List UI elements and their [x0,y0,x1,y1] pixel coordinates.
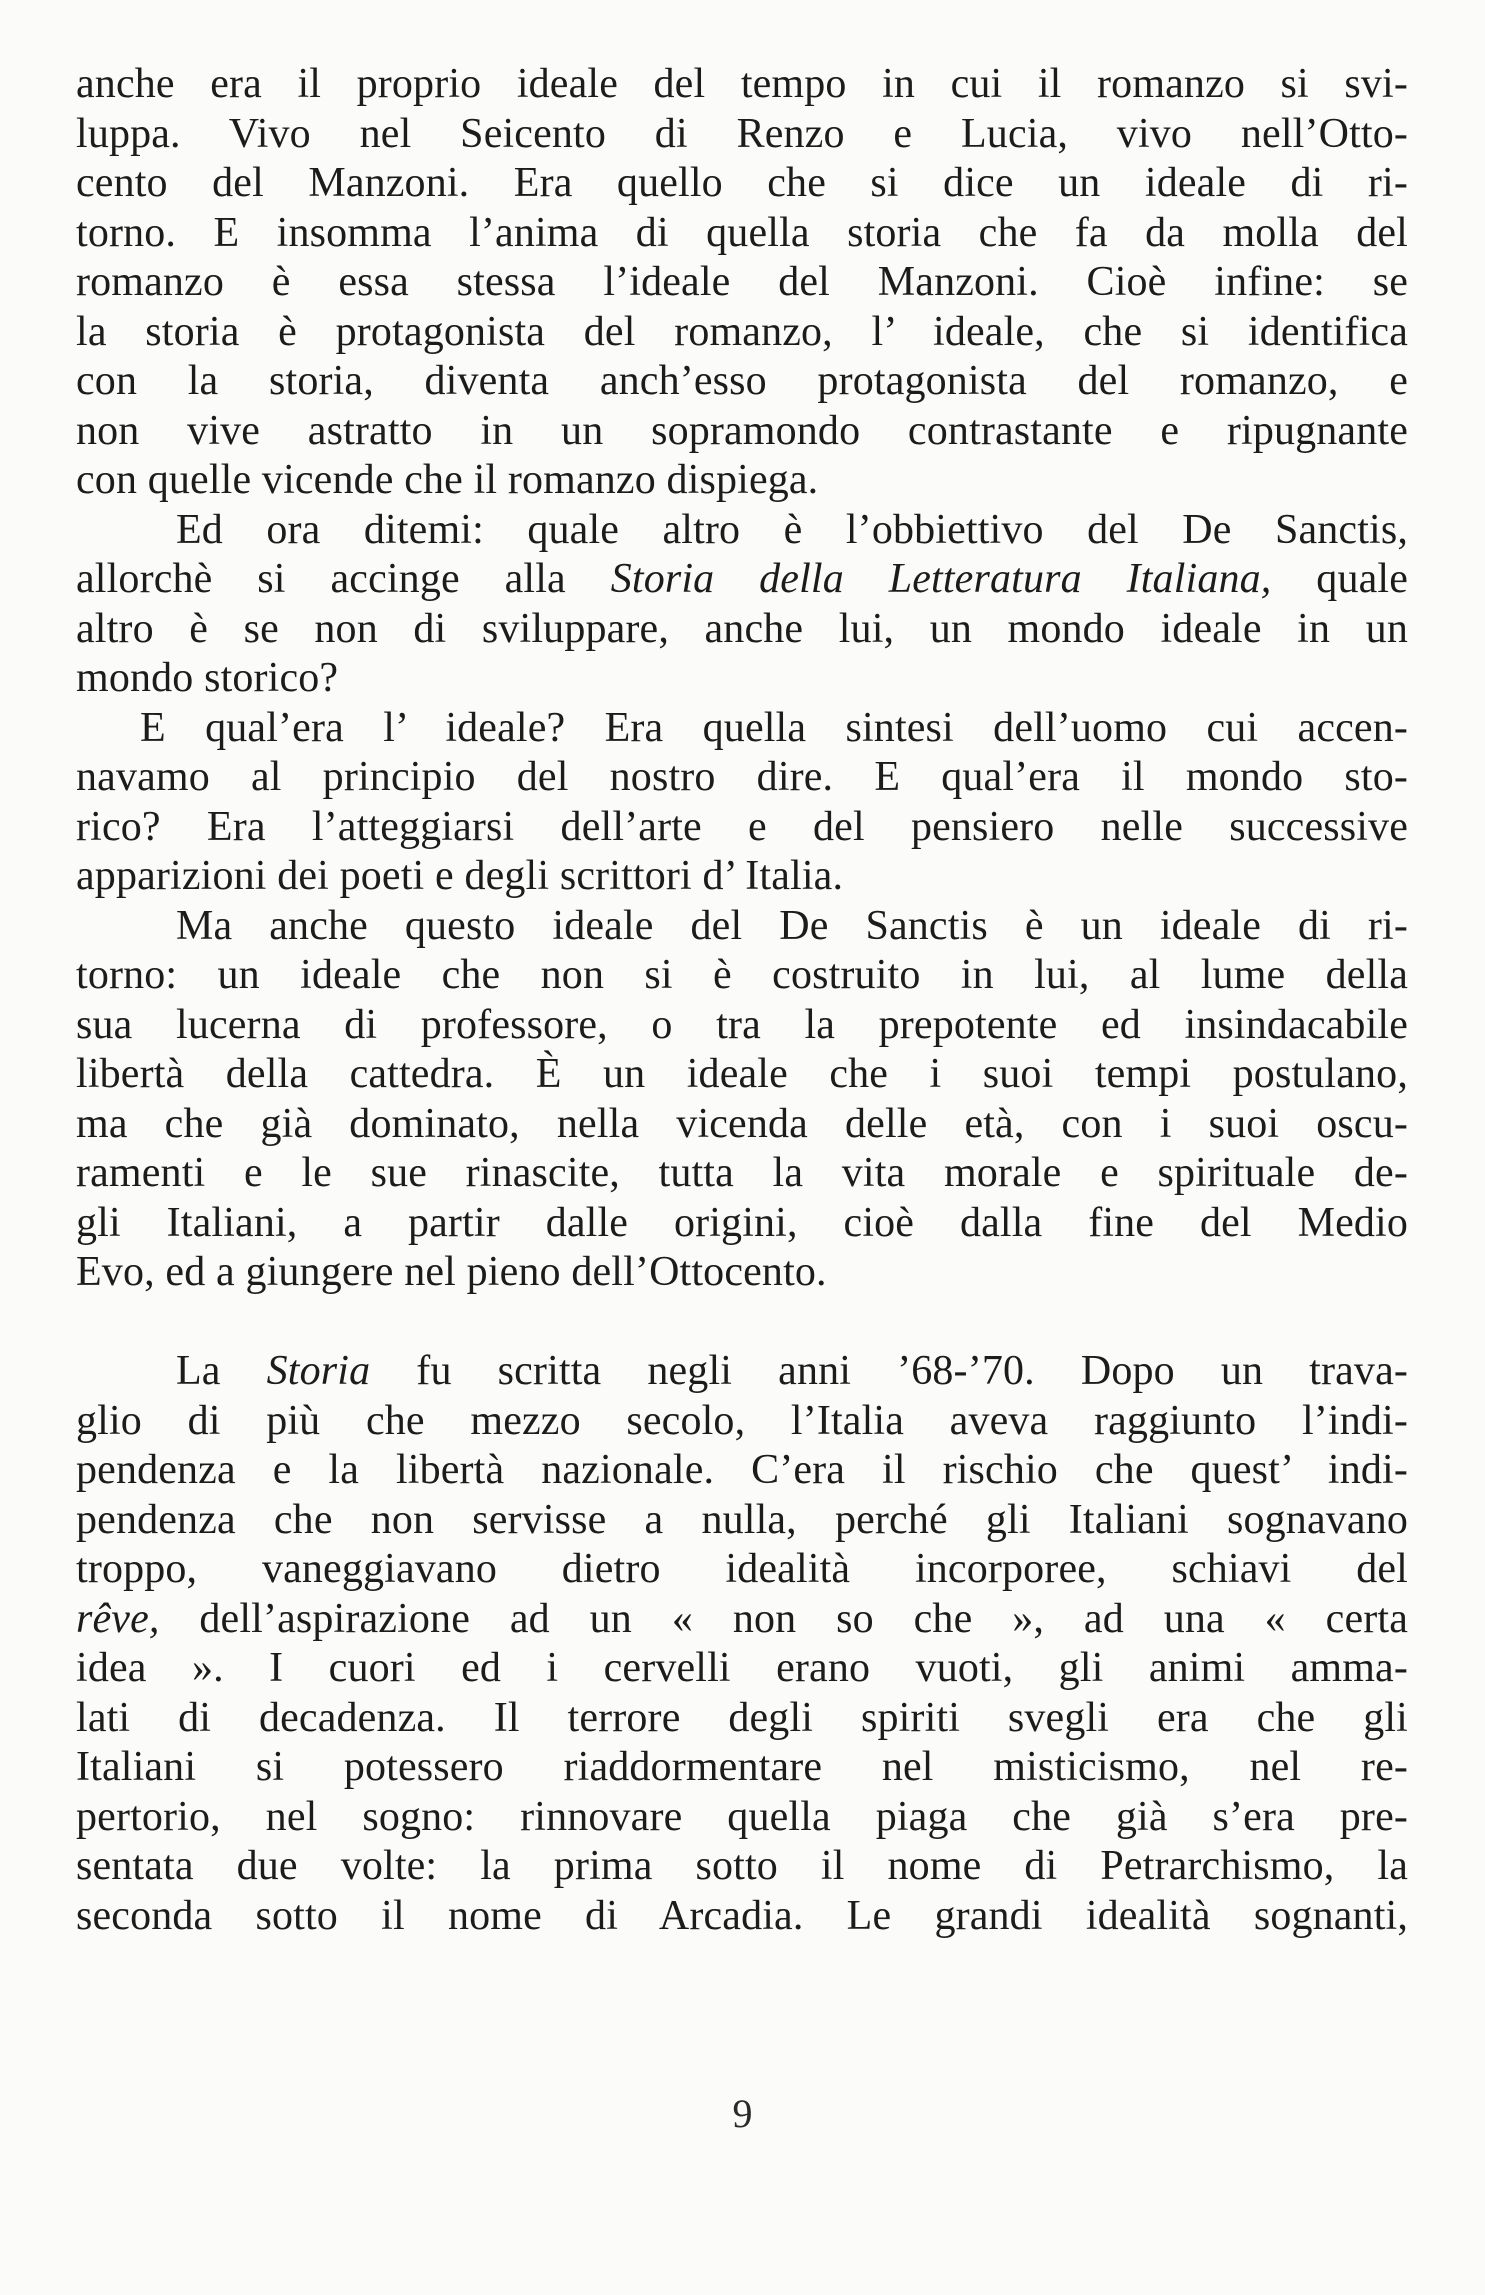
text-line [76,1347,1408,1397]
text-line: romanzo è essa stessa l’ideale del Manzoni. Cioè infine: se [76,259,1408,305]
text-line: mondo storico? [76,655,339,701]
text-line: pendenza che non servisse a nulla, perché gli Italiani sognavano [76,1496,1408,1543]
text-run: dell’aspirazione ad un « non so che », ad una « certa [159,1595,1408,1642]
text-line: E qual’era l’ ideale? Era quella sintesi dell’uomo cui accen- [140,704,1408,751]
text-line: glio di più che mezzo secolo, l’Italia aveva raggiunto l’indi- [76,1397,1408,1444]
paragraph-2 [76,506,1408,704]
text-line: anche era il proprio ideale del tempo in cui il romanzo si svi- [76,61,1408,107]
paragraph-1 [76,60,1408,506]
page-number: 9 [732,2091,753,2136]
text-line: torno. E insomma l’anima di quella storia che fa da molla del [76,209,1408,256]
text-run: Ed ora ditemi: quale altro è l’obbiettivo del De Sanctis, [176,506,1408,553]
italic-word: rêve, [76,1595,160,1642]
text-line: troppo, vaneggiavano dietro idealità incorporee, schiavi del [76,1546,1408,1592]
text-line [76,1595,1408,1645]
text-line: non vive astratto in un sopramondo contrastante e ripugnante [76,407,1408,454]
text-line: Evo, ed a giungere nel pieno dell’Ottocento. [76,1249,827,1295]
text-line: pendenza e la libertà nazionale. C’era il rischio che quest’ indi- [76,1447,1408,1493]
text-line: sua lucerna di professore, o tra la prepotente ed insindacabile [76,1001,1408,1048]
text-line: altro è se non di sviluppare, anche lui, un mondo ideale in un [76,605,1408,652]
text-line: seconda sotto il nome di Arcadia. Le grandi idealità sognanti, [76,1892,1408,1939]
text-line: pertorio, nel sogno: rinnovare quella piaga che già s’era pre- [76,1793,1408,1840]
text-line: gli Italiani, a partir dalle origini, cioè dalla fine del Medio [76,1199,1408,1246]
text-line: ramenti e le sue rinascite, tutta la vita morale e spirituale de- [76,1150,1408,1196]
text-line: Ma anche questo ideale del De Sanctis è un ideale di ri- [176,902,1408,949]
text-run: quale [1271,556,1409,602]
text-line: cento del Manzoni. Era quello che si dice un ideale di ri- [76,160,1408,206]
body-text [76,60,1408,1941]
text-line: sentata due volte: la prima sotto il nome di Petrarchismo, la [76,1843,1408,1889]
text-line: con la storia, diventa anch’esso protagonista del romanzo, e [76,358,1408,404]
text-line [76,555,1408,605]
italic-title: Storia [266,1348,371,1394]
text-line: torno: un ideale che non si è costruito in lui, al lume della [76,952,1408,998]
text-line: ma che già dominato, nella vicenda delle età, con i suoi oscu- [76,1100,1408,1147]
text-line: la storia è protagonista del romanzo, l’ ideale, che si identifica [76,308,1408,355]
text-run: La [176,1348,267,1394]
text-line: luppa. Vivo nel Seicento di Renzo e Lucia, vivo nell’Otto- [76,110,1408,157]
paragraph-3 [76,704,1408,902]
paragraph-4 [76,902,1408,1298]
text-line: idea ». I cuori ed i cervelli erano vuoti, gli animi amma- [76,1645,1408,1691]
text-run: fu scritta negli anni ’68-’70. Dopo un trava- [370,1348,1408,1394]
text-line: con quelle vicende che il romanzo dispiega. [76,457,819,503]
text-line: lati di decadenza. Il terrore degli spiriti svegli era che gli [76,1694,1408,1741]
text-line: apparizioni dei poeti e degli scrittori d’ Italia. [76,853,844,899]
italic-title: Storia della Letteratura Italiana, [610,556,1272,602]
text-line: navamo al principio del nostro dire. E qual’era il mondo sto- [76,754,1408,800]
text-line: rico? Era l’atteggiarsi dell’arte e del pensiero nelle successive [76,803,1408,850]
text-run: allorchè si accinge alla [76,556,611,602]
paragraph-5 [76,1347,1408,1941]
text-line: Italiani si potessero riaddormentare nel misticismo, nel re- [76,1744,1408,1790]
text-line [76,506,1408,556]
text-line: libertà della cattedra. È un ideale che i suoi tempi postulano, [76,1051,1408,1097]
